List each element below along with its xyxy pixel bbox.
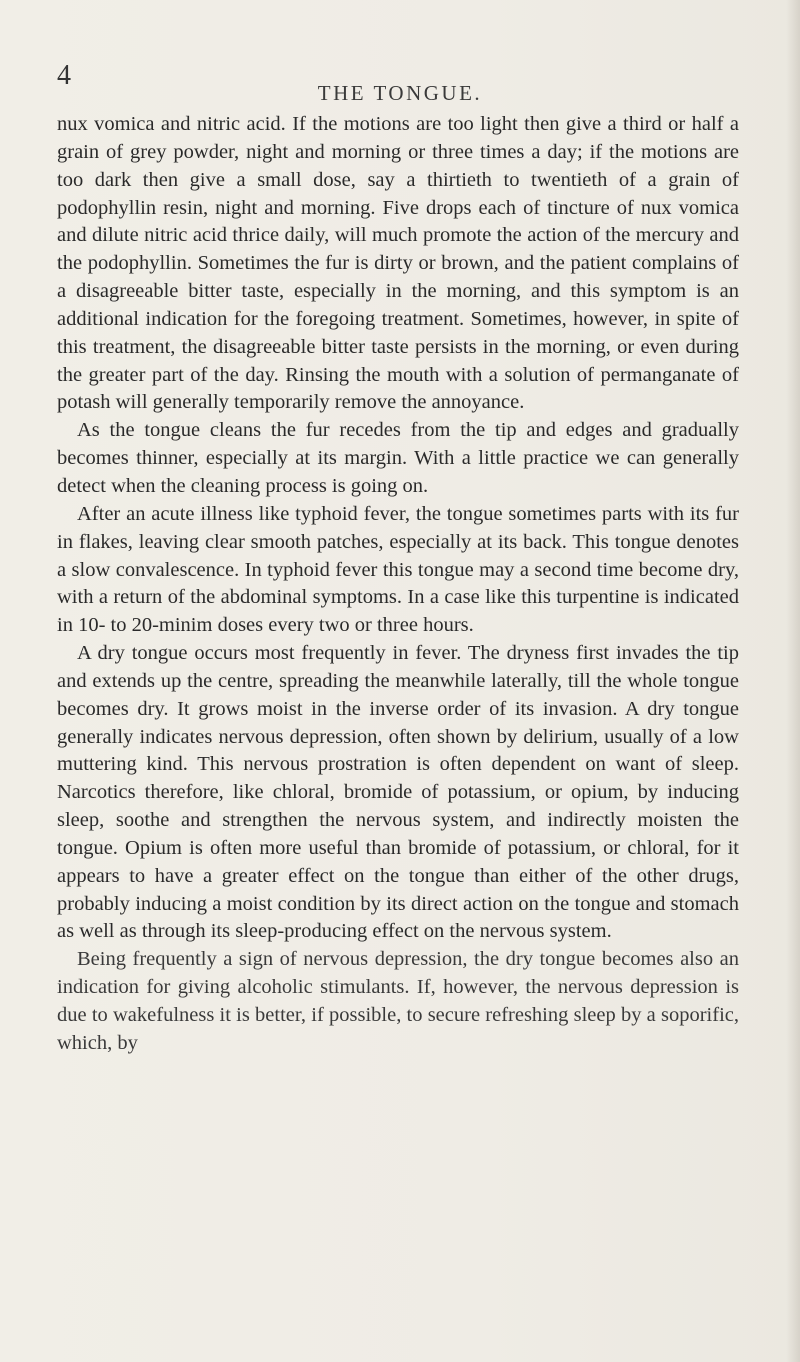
paragraph-continuation: nux vomica and nitric acid. If the motions are too light then give a third or half a grain of grey powder, night and morning or three times a day; if the motions are too dark then give a small dose, say a thirtieth to twentieth of a grain of podophyllin resin, night and morning. Five drops each of tincture of nux vomica and dilute nitric acid thrice daily, will much promote the action of the mercury and the podophyllin. Sometimes the fur is dirty or brown, and the patient complains of a disagreeable bitter taste, especially in the morning, and this symptom is an additional indication for the foregoing treatment. Sometimes, however, in spite of this treatment, the disagreeable bitter taste persists in the morning, or even during the greater part of the day. Rinsing the mouth with a solution of permanganate of potash will generally temporarily remove the annoyance. xyxy=(57,113,739,414)
running-head: THE TONGUE. xyxy=(317,81,483,105)
body-text xyxy=(57,111,739,1058)
paragraph-tongue-cleaning: As the tongue cleans the fur recedes from the tip and edges and gradually becomes thinner, especially at its margin. With a little practice we can generally detect when the cleaning process is going on. xyxy=(57,419,739,497)
page-number: 4 xyxy=(57,60,71,91)
paragraph-alcoholic-stimulants: Being frequently a sign of nervous depression, the dry tongue becomes also an indication for giving alcoholic stimulants. If, however, the nervous depression is due to wakefulness it is better, if possible, to secure refreshing sleep by a soporific, which, by xyxy=(57,948,739,1054)
paragraph-dry-tongue: A dry tongue occurs most frequently in fever. The dryness first invades the tip and extends up the centre, spreading the meanwhile laterally, till the whole tongue becomes dry. It grows moist in the inverse order of its invasion. A dry tongue generally indicates nervous depression, often shown by delirium, usually of a low muttering kind. This nervous prostration is often dependent on want of sleep. Narcotics therefore, like chloral, bromide of potassium, or opium, by inducing sleep, soothe and strengthen the nervous system, and indirectly moisten the tongue. Opium is often more useful than bromide of potassium, or chloral, for it appears to have a greater effect on the tongue than either of the other drugs, probably inducing a moist condition by its direct action on the tongue and stomach as well as through its sleep-producing effect on the nervous system. xyxy=(57,642,739,943)
page-edge-shadow xyxy=(786,0,800,1362)
paragraph-typhoid-tongue: After an acute illness like typhoid fever, the tongue sometimes parts with its fur in flakes, leaving clear smooth patches, especially at its back. This tongue denotes a slow convalescence. In typhoid fever this tongue may a second time become dry, with a return of the abdominal symptoms. In a case like this turpentine is indicated in 10- to 20-minim doses every two or three hours. xyxy=(57,502,739,637)
